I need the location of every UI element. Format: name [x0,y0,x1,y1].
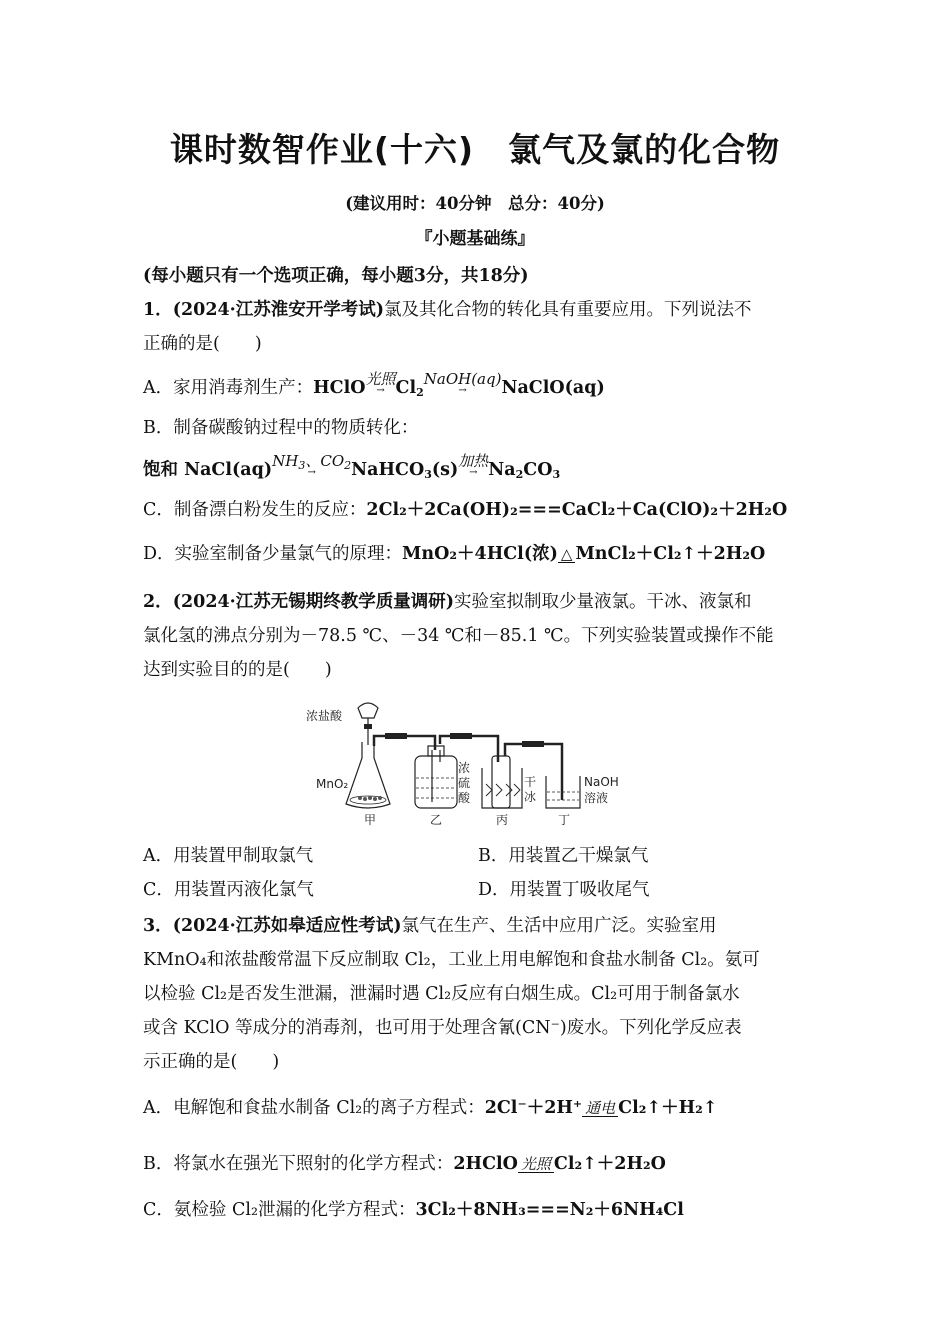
q1-option-b-equation [143,454,811,481]
time-score-note: (建议用时：40分钟 总分：40分) [345,194,605,213]
q2-stem-line1 [143,588,811,613]
q1-b-condition-1: $NH_3$、$CO_2$ → [272,452,352,478]
label-h2so4-1: 浓 [458,761,471,775]
label-yi: 乙 [430,813,443,827]
label-ding: 丁 [558,813,571,827]
q2-option-b: B．用装置乙干燥氯气 [478,846,649,866]
q2-number: 2． [143,592,173,612]
q3-source: (2024·江苏如皋适应性考试) [172,916,402,936]
q3-stem-line5: 示正确的是( ) [143,1052,280,1072]
q3-option-c [143,1196,811,1221]
q1-d-left: MnO₂＋4HCl(浓) [402,544,558,564]
q1-a-condition-2: NaOH(aq) → [423,370,502,396]
label-mno2: MnO₂ [316,777,349,791]
q3-number: 3． [143,916,173,936]
q1-b-formula-2: NaHCO$_3$(s) [351,460,459,481]
q2-stem-line3: 达到实验目的的是( ) [143,660,332,680]
label-solution: 溶液 [584,791,609,805]
q1-a-condition-1: 光照 → [365,370,396,396]
page-title: 课时数智作业(十六) 氯气及氯的化合物 [169,130,781,169]
q1-b-formula-1: 饱和 NaCl(aq) [143,460,273,480]
q3-a-label: A．电解饱和食盐水制备 Cl₂的离子方程式： [143,1098,485,1118]
q3-b-right: Cl₂↑＋2H₂O [553,1154,666,1174]
q1-option-b-label: B．制备碳酸钠过程中的物质转化： [143,418,419,438]
q3-stem-text: 氯气在生产、生活中应用广泛。实验室用 [401,916,717,936]
label-bing: 丙 [496,813,509,827]
q2-option-d: D．用装置丁吸收尾气 [478,880,650,900]
label-h2so4-2: 硫 [458,776,471,790]
label-jia: 甲 [364,813,377,827]
q3-stem-line3: 以检验 Cl₂是否发生泄漏，泄漏时遇 Cl₂反应有白烟生成。Cl₂可用于制备氯水 [143,984,740,1004]
q1-d-label: D．实验室制备少量氯气的原理： [143,544,403,564]
q3-b-label: B．将氯水在强光下照射的化学方程式： [143,1154,454,1174]
q3-c-equation: 3Cl₂＋8NH₃===N₂＋6NH₄Cl [415,1200,684,1220]
q3-b-left: 2HClO [453,1154,518,1174]
q1-d-condition: △ [558,547,576,563]
label-naoh: NaOH [584,775,619,789]
q3-option-a [143,1094,811,1119]
q3-option-b [143,1150,811,1175]
q1-a-formula-2: $Cl_2$ [395,378,424,399]
q2-source: (2024·江苏无锡期终教学质量调研) [172,592,455,612]
flask-jia-icon [346,742,390,808]
trap-bing-icon [482,756,522,808]
q1-d-right: MnCl₂＋Cl₂↑＋2H₂O [575,544,766,564]
q1-b-formula-3: $Na_2CO_3$ [488,460,561,481]
q1-a-formula-1: HClO [313,378,366,398]
q3-stem-line2: KMnO₄和浓盐酸常温下反应制取 Cl₂，工业上用电解饱和食盐水制备 Cl₂。氨可 [143,950,760,970]
q3-stem-line4: 或含 KClO 等成分的消毒剂，也可用于处理含氰(CN⁻)废水。下列化学反应表 [143,1018,742,1038]
q1-b-condition-2: 加热 → [458,452,489,478]
bottle-yi-icon [415,746,457,808]
q1-a-formula-3: NaClO(aq) [501,378,605,398]
instruction: (每小题只有一个选项正确，每小题3分，共18分) [143,266,529,286]
q2-stem-text: 实验室拟制取少量液氯。干冰、液氯和 [454,592,752,612]
q2-option-c: C．用装置丙液化氯气 [143,880,314,900]
q1-source: (2024·江苏淮安开学考试) [172,300,385,320]
q1-option-c [143,496,811,521]
label-dry-ice-1: 干 [524,775,537,789]
q1-stem-text: 氯及其化合物的转化具有重要应用。下列说法不 [384,300,752,320]
q3-b-condition: 光照 [518,1157,554,1173]
q3-a-left: 2Cl⁻＋2H⁺ [484,1098,583,1118]
q1-number: 1． [143,300,173,320]
q1-option-d [143,540,811,565]
q3-stem-line1 [143,912,811,937]
q3-a-condition: 通电 [582,1101,618,1117]
q1-stem-line1 [143,296,811,321]
q1-c-label: C．制备漂白粉发生的反应： [143,500,367,520]
q1-stem-line2: 正确的是( ) [143,334,262,354]
section-label: 『小题基础练』 [415,229,535,249]
apparatus-figure [300,700,640,828]
q3-a-right: Cl₂↑＋H₂↑ [618,1098,718,1118]
label-dry-ice-2: 冰 [524,790,537,804]
q1-option-a [143,372,811,399]
q2-stem-line2: 氯化氢的沸点分别为－78.5 ℃、－34 ℃和－85.1 ℃。下列实验装置或操作不能 [143,626,774,646]
label-conc-hcl: 浓盐酸 [306,709,343,723]
q3-c-label: C．氨检验 Cl₂泄漏的化学方程式： [143,1200,416,1220]
label-h2so4-3: 酸 [458,791,471,805]
q2-option-a: A．用装置甲制取氯气 [143,846,314,866]
q1-c-equation: 2Cl₂＋2Ca(OH)₂===CaCl₂＋Ca(ClO)₂＋2H₂O [366,500,788,520]
q1-a-label: A．家用消毒剂生产： [143,378,314,398]
